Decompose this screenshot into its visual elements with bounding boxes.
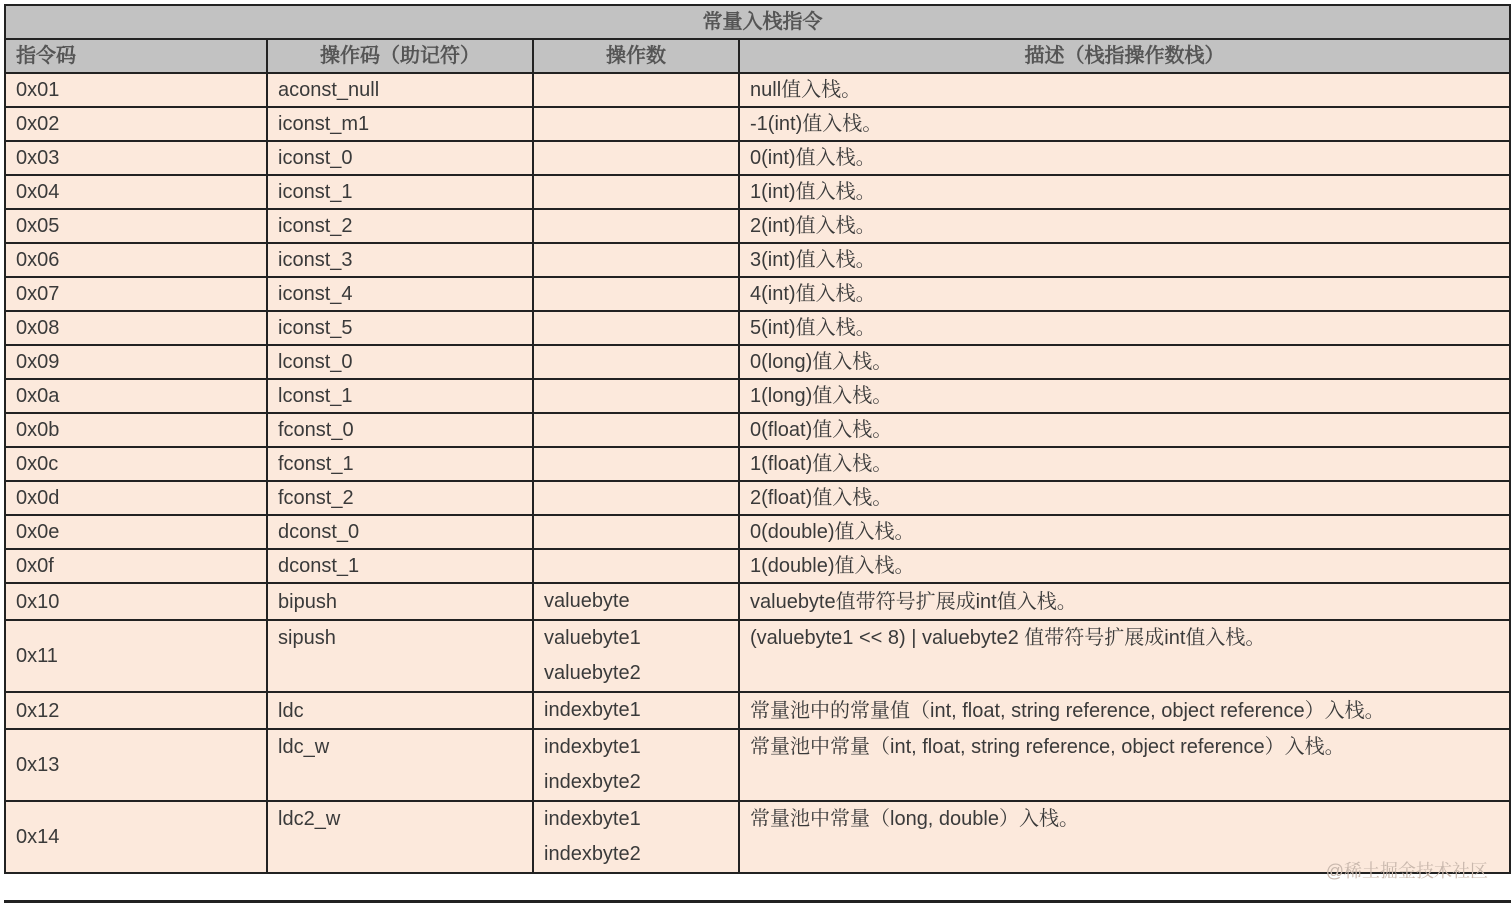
opcode-cell: 0x05 xyxy=(5,209,267,243)
table-title: 常量入栈指令 xyxy=(5,5,1510,39)
opcode-cell: 0x09 xyxy=(5,345,267,379)
description-cell: 0(double)值入栈。 xyxy=(739,515,1510,549)
mnemonic-cell: fconst_1 xyxy=(267,447,533,481)
opcode-cell: 0x14 xyxy=(5,801,267,873)
description-cell: valuebyte值带符号扩展成int值入栈。 xyxy=(739,583,1510,620)
operands-cell xyxy=(533,175,739,209)
opcode-cell: 0x11 xyxy=(5,620,267,692)
operand: indexbyte2 xyxy=(544,771,641,793)
description-cell: 1(float)值入栈。 xyxy=(739,447,1510,481)
mnemonic-cell: fconst_2 xyxy=(267,481,533,515)
watermark: @稀土掘金技术社区 xyxy=(1325,861,1488,881)
operand: valuebyte2 xyxy=(544,662,641,684)
mnemonic-cell: iconst_2 xyxy=(267,209,533,243)
mnemonic-cell: ldc_w xyxy=(267,729,533,801)
description-cell: 1(int)值入栈。 xyxy=(739,175,1510,209)
table-row xyxy=(5,583,1510,620)
opcode-cell: 0x04 xyxy=(5,175,267,209)
opcode-cell: 0x0f xyxy=(5,549,267,583)
operand: valuebyte xyxy=(544,590,630,612)
opcode-cell: 0x10 xyxy=(5,583,267,620)
table-row xyxy=(5,107,1510,141)
mnemonic-cell: dconst_0 xyxy=(267,515,533,549)
table-row xyxy=(5,311,1510,345)
operands-cell xyxy=(533,413,739,447)
table-row xyxy=(5,515,1510,549)
description-cell: 5(int)值入栈。 xyxy=(739,311,1510,345)
operands-cell xyxy=(533,243,739,277)
operands-cell xyxy=(533,345,739,379)
table-row xyxy=(5,620,1510,692)
header-mnemonic: 操作码（助记符） xyxy=(267,39,533,73)
table-row xyxy=(5,801,1510,873)
table-row xyxy=(5,73,1510,107)
opcode-cell: 0x0a xyxy=(5,379,267,413)
mnemonic-cell: lconst_1 xyxy=(267,379,533,413)
mnemonic-cell: iconst_3 xyxy=(267,243,533,277)
description-cell: (valuebyte1 << 8) | valuebyte2 值带符号扩展成int值入栈。 xyxy=(739,620,1510,692)
mnemonic-cell: ldc xyxy=(267,692,533,729)
mnemonic-cell: fconst_0 xyxy=(267,413,533,447)
mnemonic-cell: iconst_0 xyxy=(267,141,533,175)
table-row xyxy=(5,549,1510,583)
constant-push-instructions-table xyxy=(4,4,1511,874)
opcode-cell: 0x12 xyxy=(5,692,267,729)
header-opcode: 指令码 xyxy=(5,39,267,73)
opcode-cell: 0x07 xyxy=(5,277,267,311)
opcode-cell: 0x13 xyxy=(5,729,267,801)
operand: valuebyte1 xyxy=(544,627,641,649)
opcode-cell: 0x08 xyxy=(5,311,267,345)
table-row xyxy=(5,345,1510,379)
opcode-cell: 0x0c xyxy=(5,447,267,481)
opcode-cell: 0x06 xyxy=(5,243,267,277)
table-title-row xyxy=(5,5,1510,39)
operands-cell xyxy=(533,515,739,549)
mnemonic-cell: aconst_null xyxy=(267,73,533,107)
table-row xyxy=(5,481,1510,515)
operands-cell xyxy=(533,209,739,243)
description-cell: null值入栈。 xyxy=(739,73,1510,107)
table-row xyxy=(5,379,1510,413)
operands-cell xyxy=(533,141,739,175)
operands-cell xyxy=(533,729,739,801)
mnemonic-cell: iconst_1 xyxy=(267,175,533,209)
opcode-cell: 0x01 xyxy=(5,73,267,107)
operands-cell xyxy=(533,379,739,413)
operand: indexbyte2 xyxy=(544,843,641,865)
table-row xyxy=(5,175,1510,209)
table-row xyxy=(5,729,1510,801)
table-row xyxy=(5,692,1510,729)
table-bottom-border xyxy=(4,900,1511,903)
description-cell: 3(int)值入栈。 xyxy=(739,243,1510,277)
mnemonic-cell: sipush xyxy=(267,620,533,692)
description-cell: 常量池中的常量值（int, float, string reference, object reference）入栈。 xyxy=(739,692,1510,729)
operands-cell xyxy=(533,73,739,107)
operands-cell xyxy=(533,447,739,481)
operand: indexbyte1 xyxy=(544,808,641,830)
description-cell: 0(float)值入栈。 xyxy=(739,413,1510,447)
mnemonic-cell: iconst_4 xyxy=(267,277,533,311)
operands-cell xyxy=(533,620,739,692)
operands-cell xyxy=(533,277,739,311)
table-row xyxy=(5,413,1510,447)
operand: indexbyte1 xyxy=(544,736,641,758)
opcode-cell: 0x03 xyxy=(5,141,267,175)
operands-cell xyxy=(533,549,739,583)
operands-cell xyxy=(533,801,739,873)
table-row xyxy=(5,209,1510,243)
description-cell: 常量池中常量（long, double）入栈。 xyxy=(739,801,1510,873)
table-row xyxy=(5,141,1510,175)
operand: indexbyte1 xyxy=(544,699,641,721)
description-cell: 0(long)值入栈。 xyxy=(739,345,1510,379)
description-cell: 2(float)值入栈。 xyxy=(739,481,1510,515)
opcode-cell: 0x0e xyxy=(5,515,267,549)
mnemonic-cell: dconst_1 xyxy=(267,549,533,583)
table-header-row xyxy=(5,39,1510,73)
description-cell: 4(int)值入栈。 xyxy=(739,277,1510,311)
description-cell: -1(int)值入栈。 xyxy=(739,107,1510,141)
operands-cell xyxy=(533,107,739,141)
description-cell: 2(int)值入栈。 xyxy=(739,209,1510,243)
mnemonic-cell: iconst_m1 xyxy=(267,107,533,141)
description-cell: 1(double)值入栈。 xyxy=(739,549,1510,583)
operands-cell xyxy=(533,311,739,345)
table-row xyxy=(5,447,1510,481)
table-row xyxy=(5,277,1510,311)
operands-cell xyxy=(533,481,739,515)
opcode-cell: 0x02 xyxy=(5,107,267,141)
opcode-cell: 0x0b xyxy=(5,413,267,447)
mnemonic-cell: iconst_5 xyxy=(267,311,533,345)
mnemonic-cell: ldc2_w xyxy=(267,801,533,873)
operands-cell xyxy=(533,583,739,620)
description-cell: 常量池中常量（int, float, string reference, object reference）入栈。 xyxy=(739,729,1510,801)
description-cell: 1(long)值入栈。 xyxy=(739,379,1510,413)
description-cell: 0(int)值入栈。 xyxy=(739,141,1510,175)
operands-cell xyxy=(533,692,739,729)
mnemonic-cell: lconst_0 xyxy=(267,345,533,379)
table-row xyxy=(5,243,1510,277)
header-description: 描述（栈指操作数栈） xyxy=(739,39,1510,73)
header-operands: 操作数 xyxy=(533,39,739,73)
opcode-cell: 0x0d xyxy=(5,481,267,515)
mnemonic-cell: bipush xyxy=(267,583,533,620)
